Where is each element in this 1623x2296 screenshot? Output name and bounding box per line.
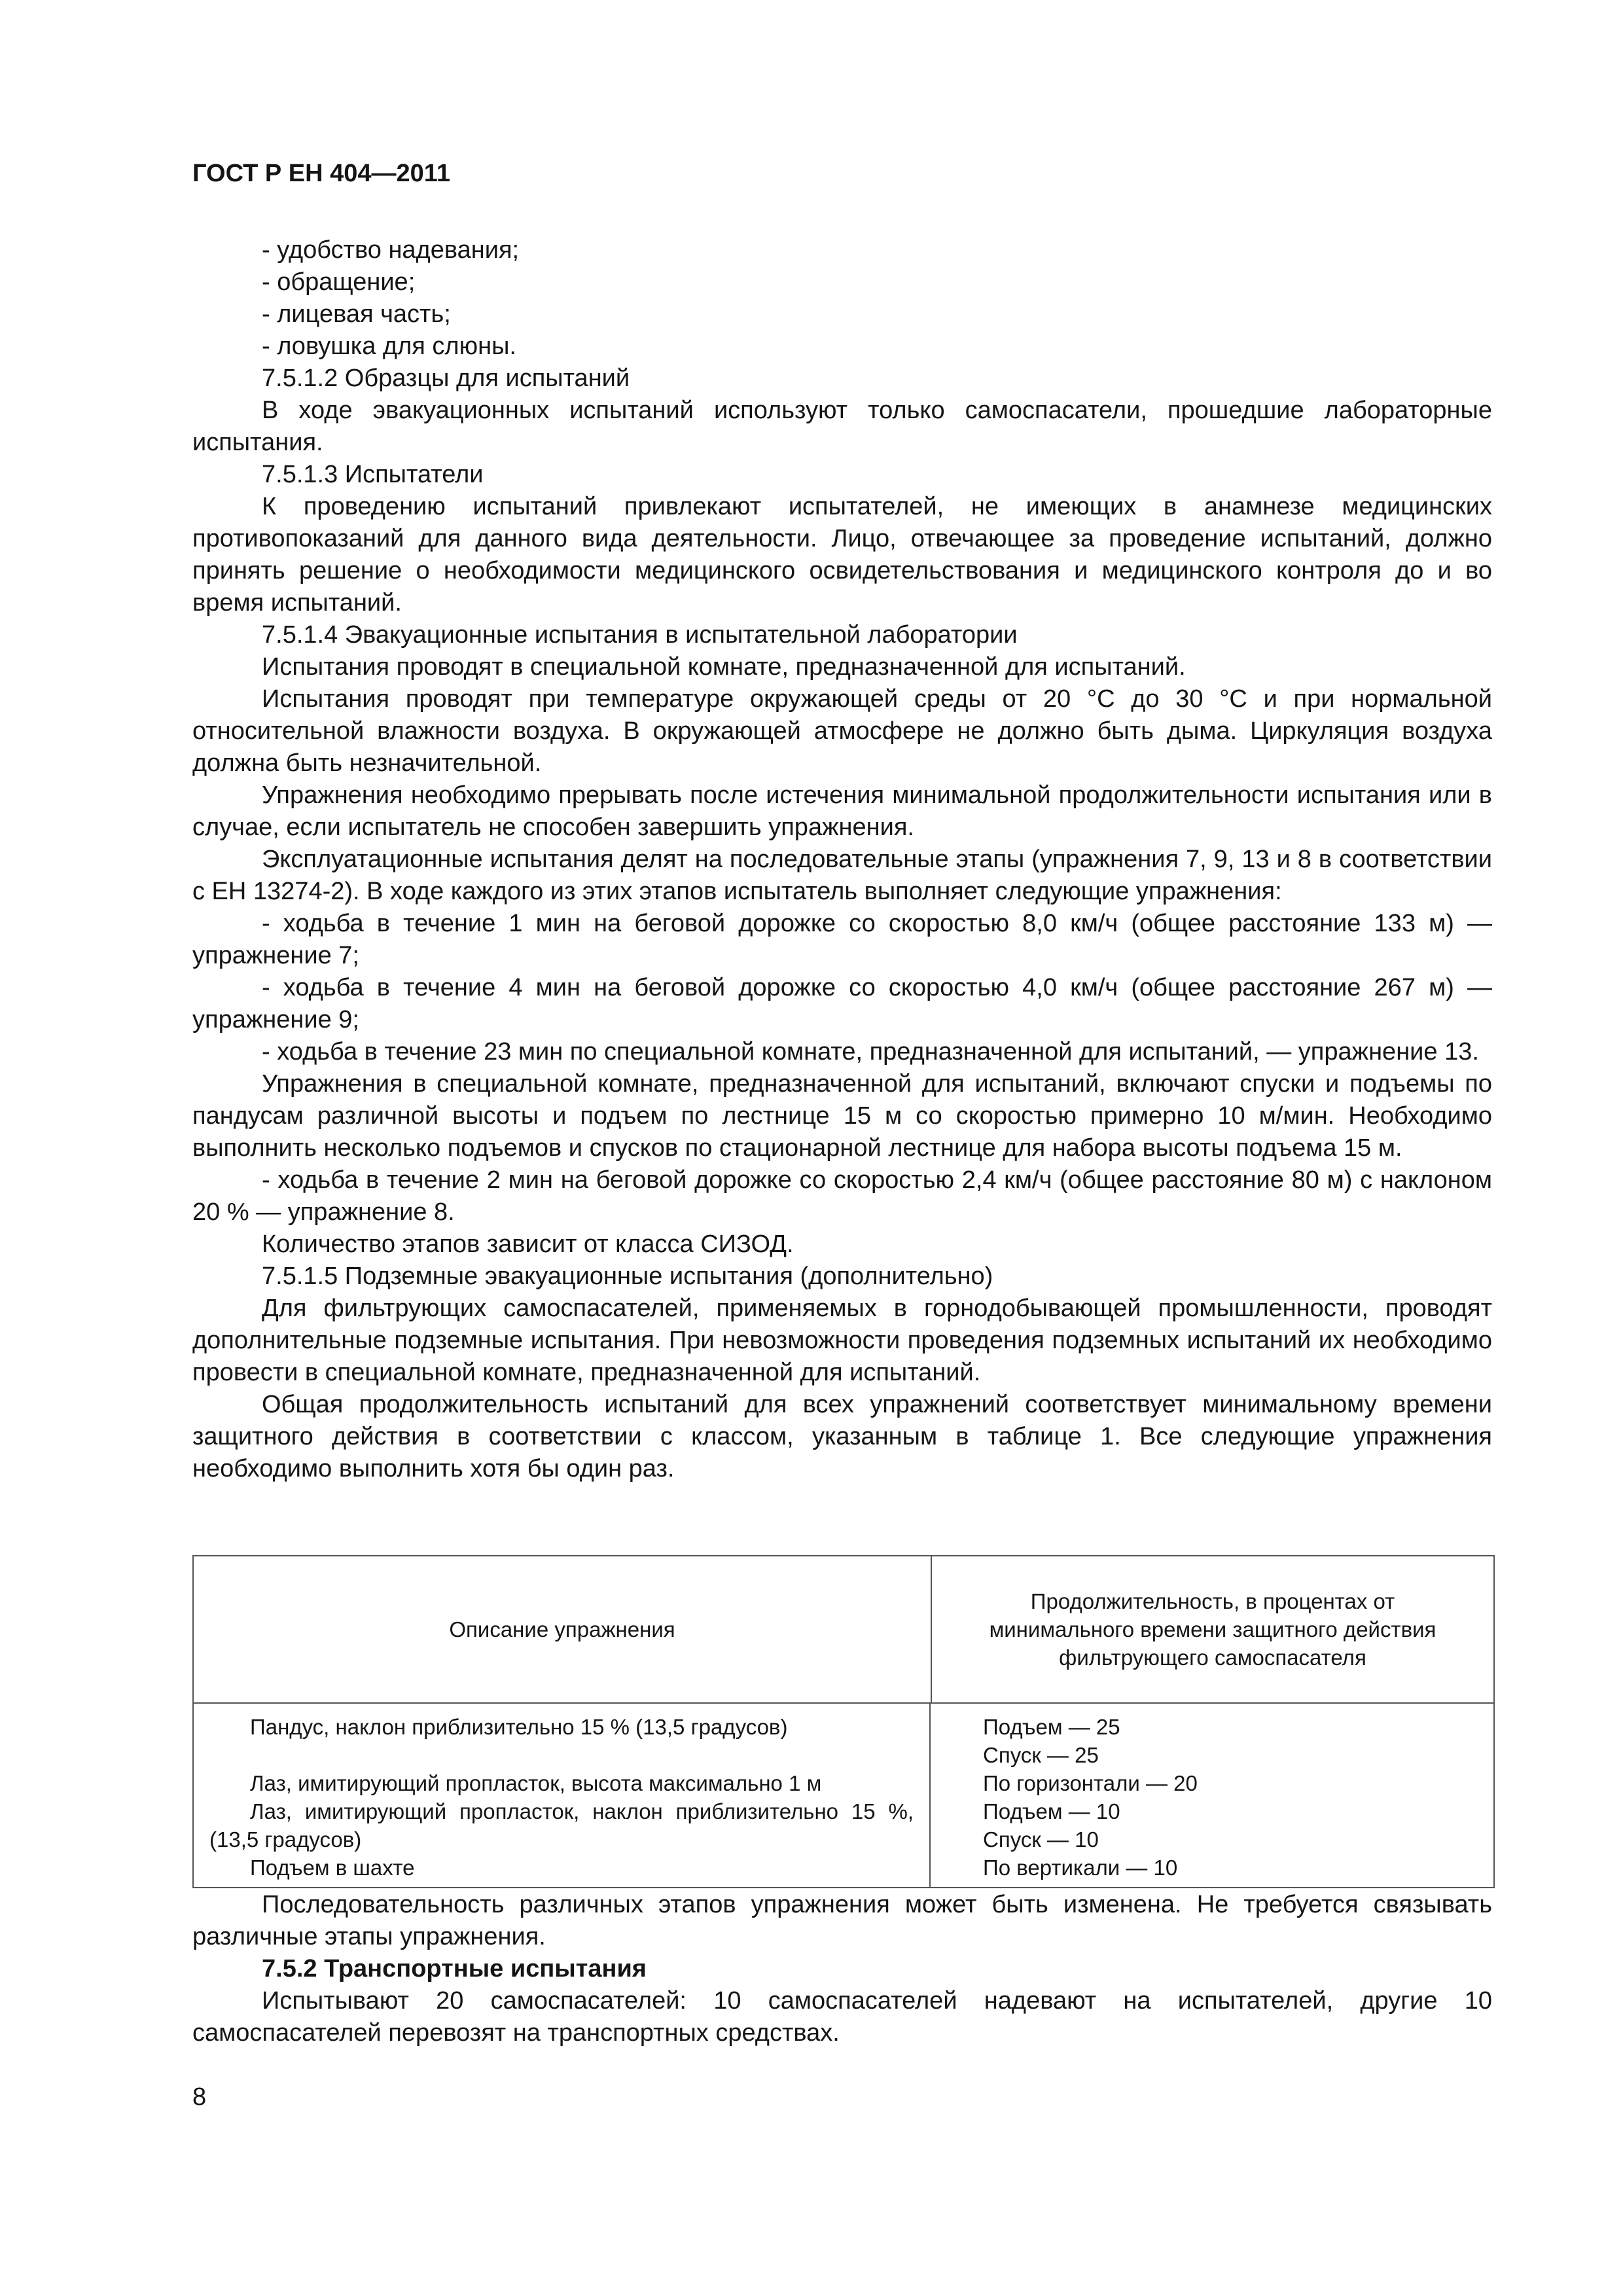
exercise-table: [192, 1555, 1495, 1888]
page-number: 8: [192, 2083, 207, 2111]
paragraph: Испытания проводят при температуре окружающей среды от 20 °С до 30 °С и при нормальной относительной влажности воздуха. В окружающей атмосфере не должно быть дыма. Циркуляция воздуха должна быть незначительной.: [192, 685, 1492, 777]
table-cell-line: Подъем — 10: [983, 1799, 1120, 1823]
paragraph: Упражнения необходимо прерывать после истечения минимальной продолжительности испытания или в случае, если испытатель не способен завершить упражнения.: [192, 781, 1492, 841]
table-cell-duration: [931, 1704, 1492, 1887]
table-cell-line: Спуск — 10: [983, 1827, 1099, 1852]
table-cell-line: По горизонтали — 20: [983, 1771, 1198, 1795]
table-header-description: Описание упражнения: [449, 1617, 675, 1641]
list-item: - ходьба в течение 1 мин на беговой дорожке со скоростью 8,0 км/ч (общее расстояние 133 м) — упражнение 7;: [192, 910, 1492, 969]
table-cell-line: Лаз, имитирующий пропласток, высота максимально 1 м: [250, 1771, 822, 1795]
table-cell-line: По вертикали — 10: [983, 1856, 1178, 1880]
section-heading: 7.5.1.4 Эвакуационные испытания в испытательной лаборатории: [262, 621, 1018, 649]
table-cell-line: Спуск — 25: [983, 1743, 1099, 1767]
list-item: - лицевая часть;: [262, 300, 451, 328]
table-cell-line: Пандус, наклон приблизительно 15 % (13,5 градусов): [250, 1715, 788, 1739]
table-row: [194, 1704, 1493, 1887]
table-cell-line: Лаз, имитирующий пропласток, наклон приблизительно 15 %, (13,5 градусов): [209, 1799, 914, 1852]
paragraph: Последовательность различных этапов упражнения может быть изменена. Не требуется связывать различные этапы упражнения.: [192, 1891, 1492, 1950]
section-heading: 7.5.1.2 Образцы для испытаний: [262, 365, 630, 392]
paragraph: Количество этапов зависит от класса СИЗОД.: [262, 1230, 794, 1258]
list-item: - обращение;: [262, 268, 416, 296]
list-item: - ловушка для слюны.: [262, 332, 516, 360]
paragraph: К проведению испытаний привлекают испытателей, не имеющих в анамнезе медицинских противопоказаний для данного вида деятельности. Лицо, отвечающее за проведение испытаний, должно принять решение о необходимости медицинского освидетельствования и медицинского контроля до и во время испытаний.: [192, 493, 1492, 617]
paragraph: Испытания проводят в специальной комнате, предназначенной для испытаний.: [262, 653, 1186, 681]
document-header: ГОСТ Р ЕН 404—2011: [192, 160, 450, 187]
table-cell-line: Подъем — 25: [983, 1715, 1120, 1739]
table-header-cell: [932, 1556, 1493, 1702]
paragraph: Упражнения в специальной комнате, предназначенной для испытаний, включают спуски и подъемы по пандусам различной высоты и подъем по лестнице 15 м со скоростью примерно 10 м/мин. Необходимо выполнить несколько подъемов и спусков по стационарной лестнице для набора высоты подъема 15 м.: [192, 1070, 1492, 1162]
paragraph: Эксплуатационные испытания делят на последовательные этапы (упражнения 7, 9, 13 и 8 в соответствии с ЕН 13274-2). В ходе каждого из этих этапов испытатель выполняет следующие упражнения:: [192, 846, 1492, 905]
paragraph: Для фильтрующих самоспасателей, применяемых в горнодобывающей промышленности, проводят дополнительные подземные испытания. При невозможности проведения подземных испытаний их необходимо провести в специальной комнате, предназначенной для испытаний.: [192, 1295, 1492, 1386]
table-header-row: [194, 1556, 1493, 1704]
list-item: - удобство надевания;: [262, 236, 520, 264]
section-heading: 7.5.2 Транспортные испытания: [262, 1955, 647, 1982]
table-header-duration: Продолжительность, в процентах от минимального времени защитного действия фильтрующего самоспасателя: [989, 1589, 1436, 1670]
list-item: - ходьба в течение 23 мин по специальной комнате, предназначенной для испытаний, — упражнение 13.: [262, 1038, 1479, 1066]
document-body: [192, 234, 1492, 1485]
table-cell-spacer: [209, 1741, 914, 1769]
table-cell-description: [194, 1704, 931, 1887]
list-item: - ходьба в течение 4 мин на беговой дорожке со скоростью 4,0 км/ч (общее расстояние 267 м) — упражнение 9;: [192, 974, 1492, 1033]
paragraph: Испытывают 20 самоспасателей: 10 самоспасателей надевают на испытателей, другие 10 самоспасателей перевозят на транспортных средствах.: [192, 1987, 1492, 2047]
paragraph: Общая продолжительность испытаний для всех упражнений соответствует минимальному времени защитного действия в соответствии с классом, указанным в таблице 1. Все следующие упражнения необходимо выполнить хотя бы один раз.: [192, 1391, 1492, 1482]
table-cell-line: Подъем в шахте: [250, 1856, 415, 1880]
list-item: - ходьба в течение 2 мин на беговой дорожке со скоростью 2,4 км/ч (общее расстояние 80 м) с наклоном 20 % — упражнение 8.: [192, 1166, 1492, 1226]
section-heading: 7.5.1.3 Испытатели: [262, 461, 484, 488]
paragraph: В ходе эвакуационных испытаний используют только самоспасатели, прошедшие лабораторные испытания.: [192, 397, 1492, 456]
section-heading: 7.5.1.5 Подземные эвакуационные испытания (дополнительно): [262, 1263, 993, 1290]
table-header-cell: [194, 1556, 932, 1702]
document-body-continued: [192, 1889, 1492, 2049]
